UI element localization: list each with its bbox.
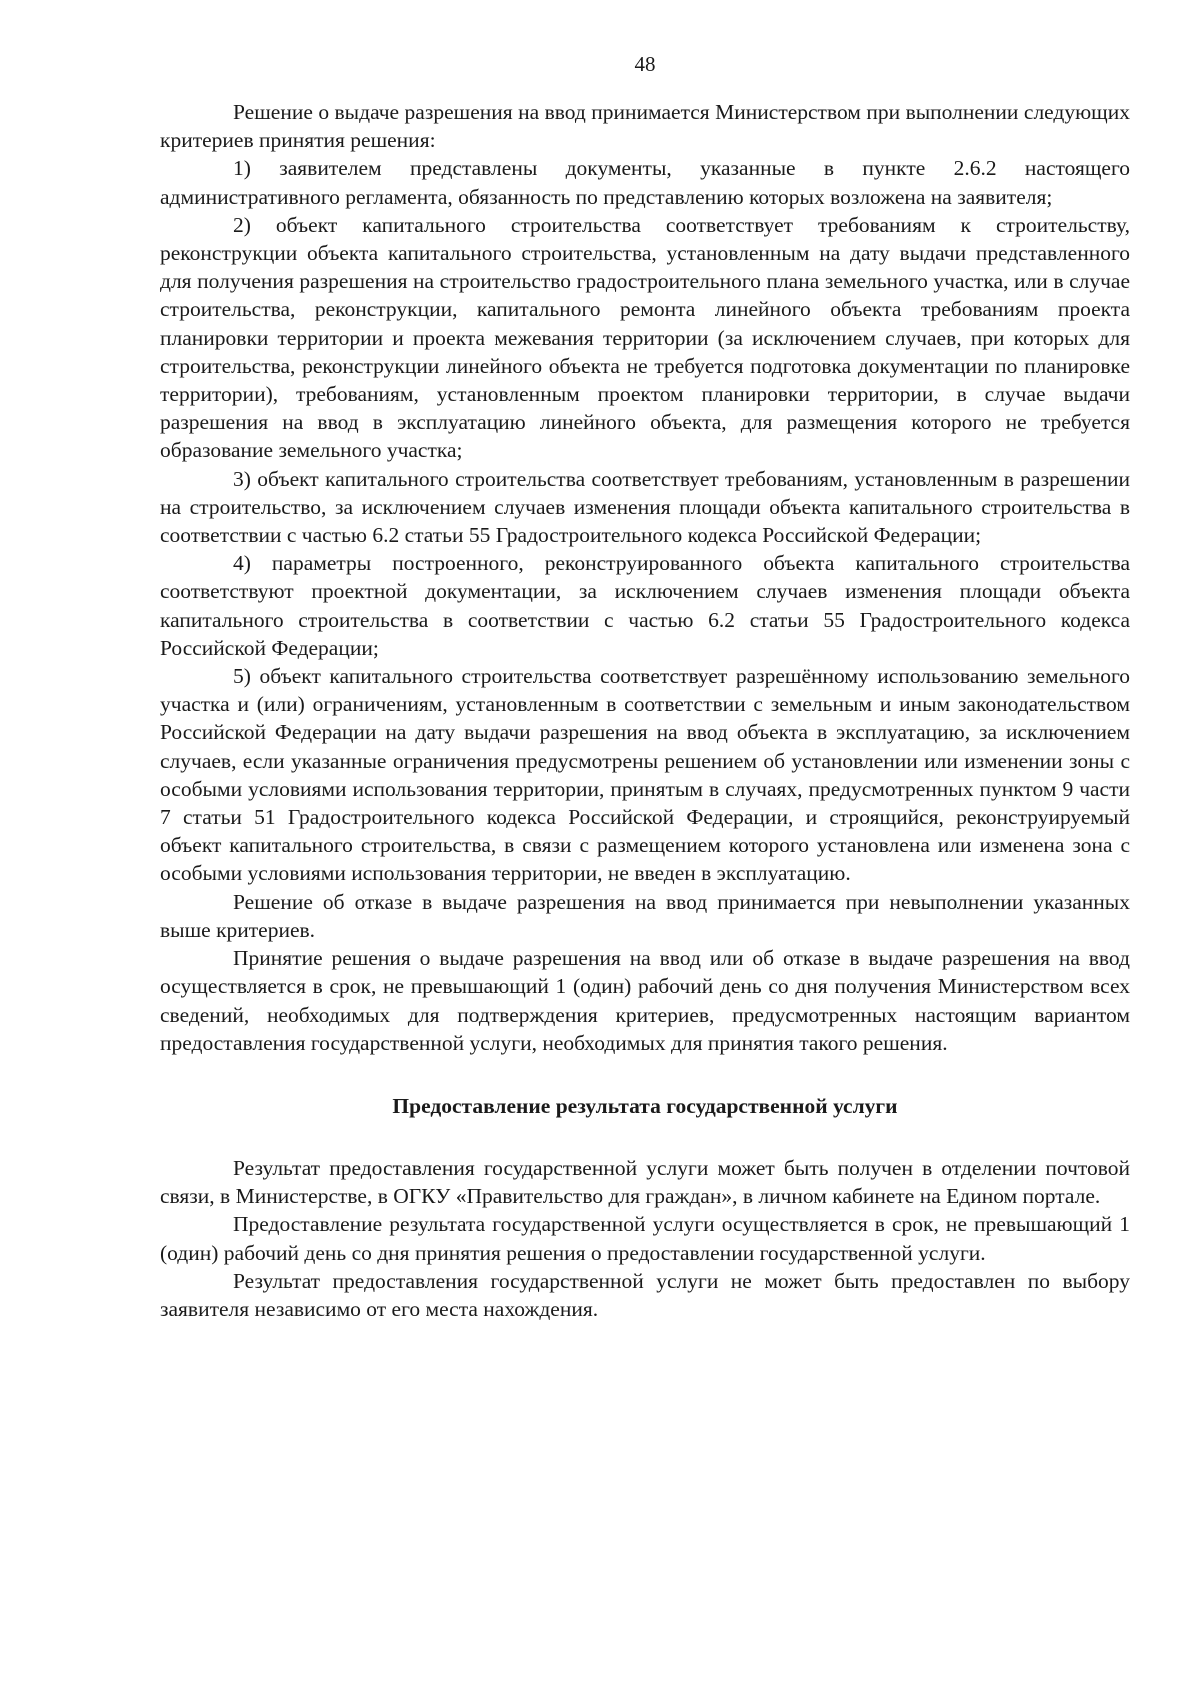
section-heading: Предоставление результата государственной услуги [392, 1093, 898, 1118]
paragraph-criterion-4: 4) параметры построенного, реконструированного объекта капитального строительства соответствуют проектной документации, за исключением случаев изменения площади объекта капитального строительства в соответствии с частью 6.2 статьи 55 Градостроительного кодекса Российской Федерации; [160, 551, 1130, 660]
paragraph-refusal: Решение об отказе в выдаче разрешения на ввод принимается при невыполнении указанных выше критериев. [160, 889, 1130, 942]
paragraph-criteria-intro: Решение о выдаче разрешения на ввод принимается Министерством при выполнении следующих критериев принятия решения: [160, 100, 1130, 153]
document-body [160, 98, 1130, 1323]
paragraph-result-channels: Результат предоставления государственной услуги может быть получен в отделении почтовой связи, в Министерстве, в ОГКУ «Правительство для граждан», в личном кабинете на Едином портале. [160, 1155, 1130, 1209]
paragraph-result-term: Предоставление результата государственной услуги осуществляется в срок, не превышающий 1 (один) рабочий день со дня принятия решения о предоставлении государственной услуги. [160, 1212, 1130, 1265]
paragraph-criterion-5: 5) объект капитального строительства соответствует разрешённому использованию земельного участка и (или) ограничениям, установленным в соответствии с земельным и иным законодательством Российской Федерации на дату выдачи разрешения на ввод объекта в эксплуатацию, за исключением случаев, если указанные ограничения предусмотрены решением об установлении или изменении зоны с особыми условиями использования территории, принятым в случаях, предусмотренных пунктом 9 части 7 статьи 51 Градостроительного кодекса Российской Федерации, и строящийся, реконструируемый объект капитального строительства, в связи с размещением которого установлена или изменена зона с особыми условиями использования территории, не введен в эксплуатацию. [160, 664, 1130, 886]
page-number: 48 [634, 52, 656, 76]
paragraph-result-location: Результат предоставления государственной услуги не может быть предоставлен по выбору заявителя независимо от его места нахождения. [160, 1268, 1130, 1321]
paragraph-criterion-1: 1) заявителем представлены документы, указанные в пункте 2.6.2 настоящего административного регламента, обязанность по представлению которых возложена на заявителя; [160, 156, 1130, 209]
paragraph-criterion-2: 2) объект капитального строительства соответствует требованиям к строительству, реконструкции объекта капитального строительства, установленным на дату выдачи представленного для получения разрешения на строительство градостроительного плана земельного участка, или в случае строительства, реконструкции, капитального ремонта линейного объекта требованиям проекта планировки территории и проекта межевания территории (за исключением случаев, при которых для строительства, реконструкции линейного объекта не требуется подготовка документации по планировке территории), требованиям, установленным проектом планировки территории, в случае выдачи разрешения на ввод в эксплуатацию линейного объекта, для размещения которого не требуется образование земельного участка; [160, 212, 1130, 463]
paragraph-criterion-3: 3) объект капитального строительства соответствует требованиям, установленным в разрешении на строительство, за исключением случаев изменения площади объекта капитального строительства в соответствии с частью 6.2 статьи 55 Градостроительного кодекса Российской Федерации; [160, 466, 1130, 548]
paragraph-decision-term: Принятие решения о выдаче разрешения на ввод или об отказе в выдаче разрешения на ввод осуществляется в срок, не превышающий 1 (один) рабочий день со дня получения Министерством всех сведений, необходимых для подтверждения критериев, предусмотренных настоящим вариантом предоставления государственной услуги, необходимых для принятия такого решения. [160, 946, 1130, 1055]
